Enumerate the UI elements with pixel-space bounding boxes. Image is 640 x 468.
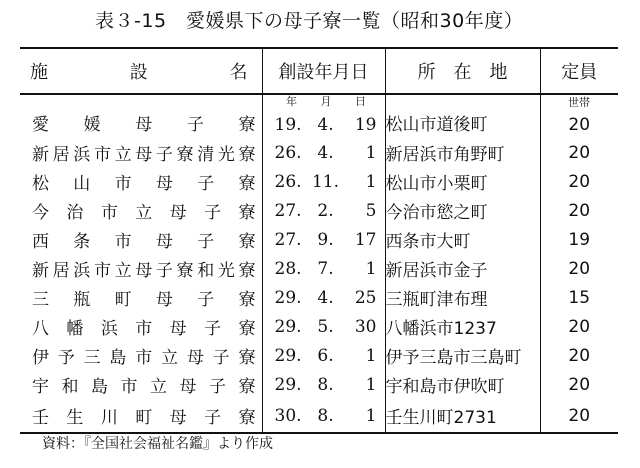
table-title: 表３-15 愛媛県下の母子寮一覧（昭和30年度） [95, 10, 524, 32]
founded-day: 17 [354, 229, 377, 250]
founded-month: 6. [317, 345, 334, 366]
facility-name-cell [20, 138, 262, 167]
founded-date-cell [262, 399, 385, 433]
founded-date-cell [262, 225, 385, 254]
founded-date-cell [262, 167, 385, 196]
table-row [20, 225, 618, 254]
founded-year: 30. [274, 405, 302, 426]
facility-name: 愛媛母子寮 [32, 115, 256, 135]
founded-day: 1 [365, 171, 377, 192]
capacity-cell: 20 [540, 167, 618, 196]
founded-month: 2. [317, 200, 334, 221]
capacity-cell: 19 [540, 225, 618, 254]
founded-month: 4. [317, 287, 334, 308]
founded-month: 5. [317, 316, 334, 337]
facility-name-cell [20, 312, 262, 341]
address-cell: 松山市小栗町 [385, 167, 540, 196]
header-name-char: 設 [129, 62, 148, 83]
address-cell: 松山市道後町 [385, 94, 540, 138]
capacity-cell: 20 [540, 312, 618, 341]
facility-name: 壬生川町母子寮 [32, 408, 256, 428]
founded-day: 1 [365, 345, 377, 366]
founded-year: 27. [274, 229, 302, 250]
facility-name-cell [20, 94, 262, 138]
founded-year: 29. [274, 374, 302, 395]
table-row [20, 196, 618, 225]
address-cell: 新居浜市角野町 [385, 138, 540, 167]
founded-date-cell [262, 370, 385, 399]
facility-name: 松山市母子寮 [32, 174, 256, 194]
facility-name-cell [20, 196, 262, 225]
founded-day: 25 [354, 287, 377, 308]
header-founded-date: 創設年月日 [262, 48, 385, 94]
table-row [20, 254, 618, 283]
founded-day: 1 [365, 405, 377, 426]
facility-name-cell [20, 370, 262, 399]
facility-name: 伊予三島市立母子寮 [32, 348, 256, 368]
header-row [20, 48, 618, 94]
header-name-char: 施 [30, 62, 48, 83]
founded-day: 1 [365, 374, 377, 395]
table-row [20, 399, 618, 433]
facility-name-cell [20, 341, 262, 370]
facility-name: 今治市立母子寮 [32, 203, 256, 223]
table-row [20, 283, 618, 312]
facility-table [20, 47, 618, 434]
facility-name: 新居浜市立母子寮和光寮 [32, 261, 256, 281]
table-row [20, 138, 618, 167]
facility-name-cell [20, 254, 262, 283]
table-row [20, 341, 618, 370]
capacity-cell: 20 [540, 399, 618, 433]
capacity-cell: 20 [540, 138, 618, 167]
month-unit-label: 月 [320, 95, 332, 108]
address-cell: 宇和島市伊吹町 [385, 370, 540, 399]
founded-year: 29. [274, 287, 302, 308]
founded-month: 8. [317, 405, 334, 426]
facility-name-cell [20, 225, 262, 254]
address-cell: 八幡浜市1237 [385, 312, 540, 341]
facility-name: 八幡浜市母子寮 [32, 319, 256, 339]
capacity-cell: 20 [540, 341, 618, 370]
founded-date-cell [262, 138, 385, 167]
founded-day: 1 [365, 258, 377, 279]
founded-date-cell [262, 283, 385, 312]
header-name-char: 名 [229, 62, 248, 83]
founded-month: 4. [317, 115, 334, 135]
address-cell: 今治市慾之町 [385, 196, 540, 225]
founded-month: 9. [317, 229, 334, 250]
founded-date-cell [262, 341, 385, 370]
facility-name-cell [20, 167, 262, 196]
founded-year: 29. [274, 316, 302, 337]
capacity-cell: 20 [540, 196, 618, 225]
founded-date-cell [262, 254, 385, 283]
founded-day: 30 [354, 316, 377, 337]
founded-year: 26. [274, 142, 302, 163]
founded-day: 5 [365, 200, 377, 221]
table-row [20, 312, 618, 341]
capacity-cell: 20 [540, 94, 618, 138]
address-cell: 三瓶町津布理 [385, 283, 540, 312]
founded-month: 8. [317, 374, 334, 395]
address-cell: 新居浜市金子 [385, 254, 540, 283]
founded-year: 26. [274, 171, 302, 192]
address-cell: 壬生川町2731 [385, 399, 540, 433]
header-capacity: 定員 [540, 48, 618, 94]
year-unit-label: 年 [286, 95, 297, 108]
founded-day: 19 [354, 115, 377, 135]
facility-name: 宇和島市立母子寮 [32, 377, 256, 397]
capacity-cell: 15 [540, 283, 618, 312]
founded-month: 7. [317, 258, 334, 279]
source-note: 資料：『全国社会福祉名鑑』より作成 [42, 436, 273, 452]
facility-name: 西条市母子寮 [32, 232, 256, 252]
facility-name: 新居浜市立母子寮清光寮 [32, 145, 256, 165]
founded-month: 4. [317, 142, 334, 163]
capacity-unit-label: 世帯 [568, 96, 590, 109]
founded-date-cell [262, 94, 385, 138]
address-cell: 西条市大町 [385, 225, 540, 254]
founded-date-cell [262, 196, 385, 225]
facility-name-cell [20, 283, 262, 312]
header-address: 所 在 地 [385, 48, 540, 94]
table-row [20, 370, 618, 399]
capacity-cell: 20 [540, 370, 618, 399]
founded-year: 27. [274, 200, 302, 221]
founded-date-cell [262, 312, 385, 341]
founded-day: 1 [365, 142, 377, 163]
header-facility-name [20, 48, 262, 94]
founded-month: 11. [311, 171, 340, 192]
founded-year: 28. [274, 258, 302, 279]
table-row [20, 167, 618, 196]
facility-name-cell [20, 399, 262, 433]
facility-name: 三瓶町母子寮 [32, 290, 256, 310]
capacity-cell: 20 [540, 254, 618, 283]
address-cell: 伊予三島市三島町 [385, 341, 540, 370]
founded-year: 29. [274, 345, 302, 366]
table-row [20, 94, 618, 138]
founded-year: 19. [274, 115, 302, 135]
day-unit-label: 日 [355, 95, 366, 108]
